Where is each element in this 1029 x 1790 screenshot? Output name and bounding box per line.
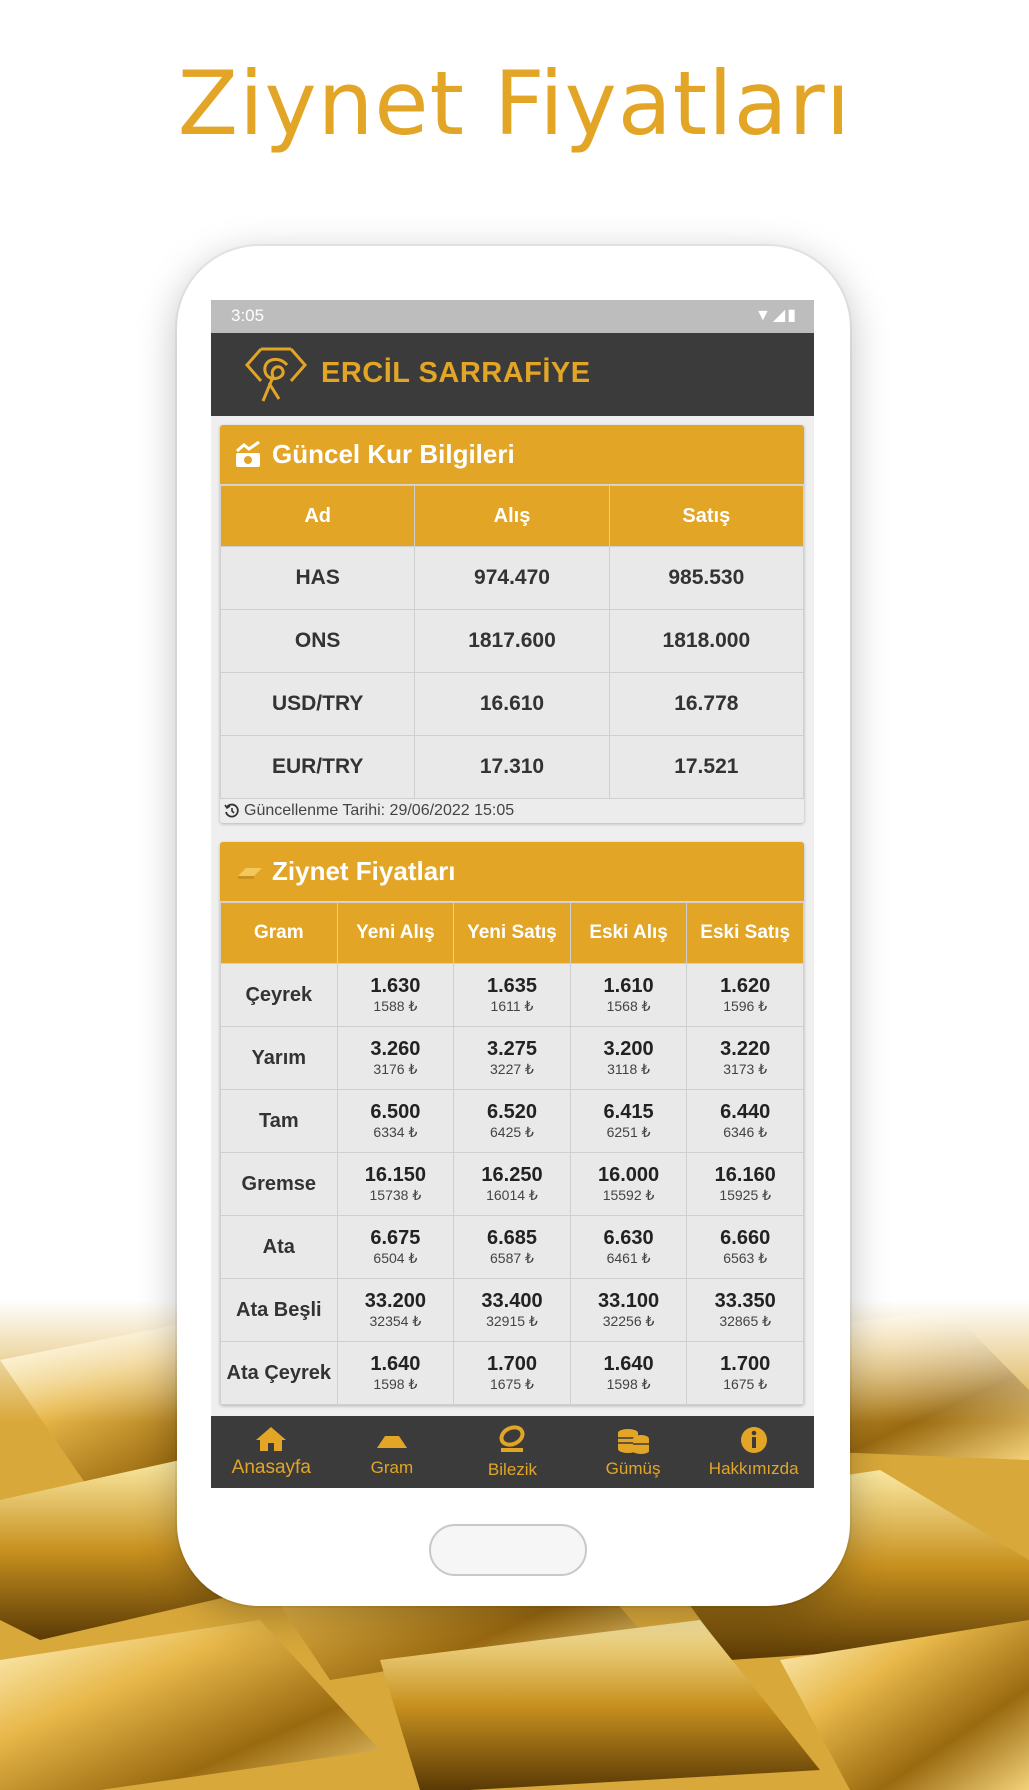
ziynet-price-cell — [570, 1090, 687, 1153]
ziynet-price-cell — [337, 1153, 454, 1216]
price-value: 1.610 — [603, 975, 654, 997]
price-tl: 3227 ₺ — [490, 1061, 534, 1077]
last-updated — [220, 799, 804, 823]
kur-header-ad: Ad — [221, 486, 415, 547]
brand-name: ERCİL SARRAFİYE — [321, 357, 591, 389]
nav-gram[interactable] — [332, 1416, 453, 1488]
price-value: 6.660 — [720, 1227, 771, 1249]
nav-label-bilezik: Bilezik — [487, 1460, 538, 1479]
price-tl: 6334 ₺ — [373, 1124, 418, 1140]
price-tl: 32865 ₺ — [719, 1313, 772, 1329]
ziynet-card-title: Ziynet Fiyatları — [272, 856, 456, 886]
ziynet-price-cell — [570, 1342, 687, 1405]
app-screen — [211, 300, 814, 1488]
ziynet-item-name: Ata — [221, 1216, 338, 1279]
price-tl: 6504 ₺ — [373, 1250, 418, 1266]
price-value: 33.100 — [597, 1290, 660, 1312]
price-tl: 16014 ₺ — [486, 1187, 538, 1203]
status-icons — [755, 305, 798, 325]
table-row — [221, 547, 804, 610]
price-tl: 6461 ₺ — [606, 1250, 651, 1266]
ziynet-price-cell — [454, 1090, 571, 1153]
price-tl: 6563 ₺ — [723, 1250, 768, 1266]
signal-icon: ◢ — [772, 307, 788, 324]
ziynet-price-cell — [337, 1279, 454, 1342]
nav-label-gram: Gram — [370, 1458, 414, 1477]
price-value: 3.200 — [603, 1038, 654, 1060]
price-tl: 15738 ₺ — [369, 1187, 422, 1203]
price-value: 1.640 — [370, 1353, 421, 1375]
price-value: 1.700 — [720, 1353, 771, 1375]
price-tl: 32915 ₺ — [486, 1313, 538, 1329]
ziynet-price-cell — [687, 1342, 804, 1405]
price-tl: 6251 ₺ — [606, 1124, 651, 1140]
table-row — [221, 1342, 804, 1405]
ziynet-item-name: Gremse — [221, 1153, 338, 1216]
price-tl: 3176 ₺ — [373, 1061, 418, 1077]
table-row — [221, 1279, 804, 1342]
ziynet-price-cell — [454, 1153, 571, 1216]
price-tl: 1568 ₺ — [606, 998, 651, 1014]
table-row — [221, 736, 804, 799]
kur-ad: EUR/TRY — [221, 736, 415, 799]
gold-bar-icon — [375, 1426, 409, 1454]
kur-table — [220, 485, 804, 799]
kur-header-row — [221, 486, 804, 547]
kur-alis: 974.470 — [415, 547, 609, 610]
price-value: 1.630 — [370, 975, 421, 997]
status-bar — [211, 300, 814, 333]
kur-header-satis: Satış — [609, 486, 803, 547]
ziynet-item-name: Tam — [221, 1090, 338, 1153]
ziynet-price-cell — [687, 1090, 804, 1153]
price-tl: 1598 ₺ — [606, 1376, 651, 1392]
price-value: 1.620 — [720, 975, 771, 997]
price-tl: 32354 ₺ — [369, 1313, 422, 1329]
ziynet-item-name: Çeyrek — [221, 964, 338, 1027]
price-value: 6.520 — [486, 1101, 538, 1123]
ziynet-header-yeni-alis: Yeni Alış — [337, 903, 454, 964]
nav-bilezik[interactable] — [452, 1416, 573, 1488]
kur-card-title: Güncel Kur Bilgileri — [272, 439, 515, 469]
price-value: 1.635 — [486, 975, 538, 997]
kur-ad: HAS — [221, 547, 415, 610]
kur-card — [220, 425, 804, 823]
ziynet-price-cell — [570, 1027, 687, 1090]
price-value: 3.275 — [486, 1038, 538, 1060]
nav-label-hakkimizda: Hakkımızda — [708, 1459, 799, 1478]
kur-ad: USD/TRY — [221, 673, 415, 736]
price-tl: 32256 ₺ — [602, 1313, 655, 1329]
home-icon — [254, 1425, 288, 1453]
price-value: 6.675 — [370, 1227, 421, 1249]
ziynet-price-cell — [454, 1027, 571, 1090]
ziynet-header-row — [221, 903, 804, 964]
ziynet-header-eski-alis: Eski Alış — [570, 903, 687, 964]
price-tl: 6587 ₺ — [490, 1250, 534, 1266]
price-value: 16.160 — [714, 1164, 776, 1186]
ziynet-card-header — [220, 842, 804, 902]
battery-icon: ▮ — [787, 307, 798, 324]
ziynet-price-cell — [337, 1342, 454, 1405]
ziynet-price-cell — [687, 964, 804, 1027]
price-value: 33.350 — [714, 1290, 776, 1312]
table-row — [221, 1090, 804, 1153]
nav-anasayfa[interactable] — [211, 1416, 332, 1488]
ziynet-item-name: Ata Beşli — [221, 1279, 338, 1342]
ziynet-price-cell — [454, 964, 571, 1027]
ziynet-price-cell — [687, 1153, 804, 1216]
nav-label-anasayfa: Anasayfa — [231, 1457, 311, 1478]
ziynet-price-cell — [570, 1216, 687, 1279]
kur-satis: 17.521 — [609, 736, 803, 799]
ziynet-price-cell — [337, 1216, 454, 1279]
table-row — [221, 673, 804, 736]
ziynet-price-cell — [454, 1342, 571, 1405]
price-value: 16.150 — [364, 1164, 426, 1186]
table-row — [221, 964, 804, 1027]
nav-gumus[interactable] — [573, 1416, 694, 1488]
kur-satis: 985.530 — [609, 547, 803, 610]
price-tl: 1596 ₺ — [723, 998, 768, 1014]
ziynet-price-cell — [337, 1027, 454, 1090]
price-tl: 1588 ₺ — [373, 998, 418, 1014]
price-value: 6.440 — [720, 1101, 771, 1123]
ziynet-price-cell — [570, 964, 687, 1027]
last-updated-text: Güncellenme Tarihi: 29/06/2022 15:05 — [244, 802, 515, 819]
ziynet-header-eski-satis: Eski Satış — [687, 903, 804, 964]
bottom-navigation — [211, 1416, 814, 1488]
status-time: 3:05 — [231, 306, 265, 325]
main-content[interactable] — [211, 416, 814, 1416]
table-row — [221, 1153, 804, 1216]
price-tl: 3173 ₺ — [723, 1061, 768, 1077]
price-value: 6.415 — [603, 1101, 654, 1123]
price-tl: 15592 ₺ — [602, 1187, 655, 1203]
wifi-icon: ▼ — [755, 307, 773, 324]
bracelet-icon — [495, 1424, 529, 1456]
coins-icon — [616, 1425, 650, 1455]
kur-alis: 17.310 — [415, 736, 609, 799]
ziynet-price-cell — [454, 1279, 571, 1342]
price-tl: 1675 ₺ — [490, 1376, 534, 1392]
ziynet-price-cell — [337, 964, 454, 1027]
nav-label-gumus: Gümüş — [605, 1459, 661, 1478]
phone-home-button — [429, 1524, 587, 1576]
ziynet-price-cell — [687, 1279, 804, 1342]
price-value: 33.200 — [364, 1290, 426, 1312]
ziynet-item-name: Ata Çeyrek — [221, 1342, 338, 1405]
kur-alis: 1817.600 — [415, 610, 609, 673]
price-tl: 15925 ₺ — [719, 1187, 772, 1203]
price-value: 16.000 — [597, 1164, 660, 1186]
promo-title: Ziynet Fiyatları — [177, 52, 852, 155]
ziynet-header-yeni-satis: Yeni Satış — [454, 903, 571, 964]
history-icon — [224, 803, 240, 819]
price-tl: 3118 ₺ — [607, 1061, 651, 1077]
brand-logo-icon — [239, 343, 313, 409]
nav-hakkimizda[interactable] — [693, 1416, 814, 1488]
kur-card-header — [220, 425, 804, 485]
price-value: 16.250 — [481, 1164, 543, 1186]
table-row — [221, 1216, 804, 1279]
phone-frame — [177, 246, 850, 1606]
price-tl: 1675 ₺ — [723, 1376, 768, 1392]
kur-alis: 16.610 — [415, 673, 609, 736]
price-value: 6.630 — [603, 1227, 654, 1249]
app-bar — [211, 333, 814, 416]
ziynet-header-gram: Gram — [221, 903, 338, 964]
price-tl: 1611 ₺ — [490, 998, 534, 1014]
kur-satis: 16.778 — [609, 673, 803, 736]
info-icon — [737, 1425, 771, 1455]
table-row — [221, 1027, 804, 1090]
table-row — [221, 610, 804, 673]
ziynet-card — [220, 842, 804, 1405]
ziynet-price-cell — [454, 1216, 571, 1279]
ziynet-price-cell — [570, 1279, 687, 1342]
price-tl: 6425 ₺ — [490, 1124, 534, 1140]
kur-satis: 1818.000 — [609, 610, 803, 673]
ziynet-item-name: Yarım — [221, 1027, 338, 1090]
price-value: 33.400 — [481, 1290, 543, 1312]
ziynet-price-cell — [570, 1153, 687, 1216]
kur-ad: ONS — [221, 610, 415, 673]
price-tl: 6346 ₺ — [723, 1124, 768, 1140]
ziynet-price-cell — [687, 1216, 804, 1279]
price-value: 3.220 — [720, 1038, 771, 1060]
price-value: 6.685 — [486, 1227, 538, 1249]
gold-bar-icon — [234, 862, 264, 882]
money-chart-icon — [234, 441, 264, 469]
ziynet-price-cell — [337, 1090, 454, 1153]
price-value: 3.260 — [370, 1038, 421, 1060]
price-value: 6.500 — [370, 1101, 421, 1123]
price-value: 1.640 — [603, 1353, 654, 1375]
kur-header-alis: Alış — [415, 486, 609, 547]
price-value: 1.700 — [486, 1353, 538, 1375]
ziynet-table — [220, 902, 804, 1405]
ziynet-price-cell — [687, 1027, 804, 1090]
price-tl: 1598 ₺ — [373, 1376, 418, 1392]
